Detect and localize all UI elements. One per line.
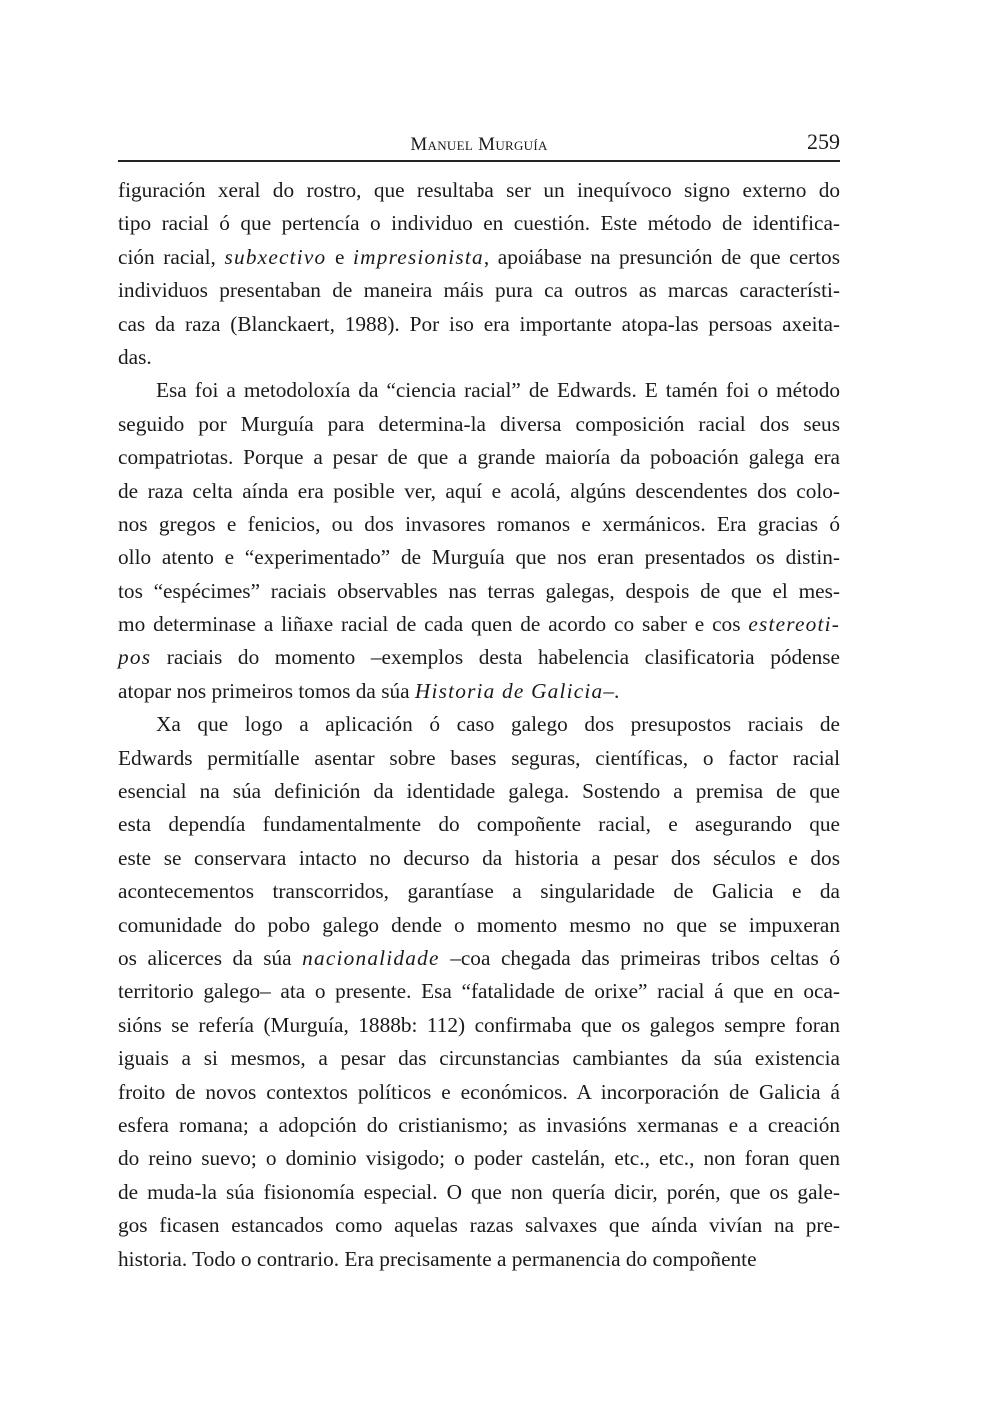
text-line bbox=[118, 207, 840, 240]
italic-text: nacionalidade bbox=[302, 945, 440, 970]
text-line bbox=[118, 441, 840, 474]
paragraph bbox=[118, 174, 840, 374]
running-header bbox=[118, 128, 840, 162]
text-run: os alicerces da súa bbox=[118, 945, 303, 970]
text-run: do reino suevo; o dominio visigodo; o poder castelán, etc., etc., non foran quen bbox=[118, 1146, 840, 1171]
text-run: mo determinase a liñaxe racial de cada quen de acordo co saber e cos bbox=[118, 612, 749, 637]
text-run: e bbox=[326, 244, 354, 269]
text-run: esencial na súa definición da identidade galega. Sostendo a premisa de que bbox=[118, 779, 840, 804]
text-run: de raza celta aínda era posible ver, aquí e acolá, algúns descendentes dos colo- bbox=[118, 478, 840, 503]
text-line bbox=[118, 1076, 840, 1109]
text-run: das. bbox=[118, 344, 152, 369]
text-line bbox=[118, 742, 840, 775]
text-run: Edwards permitíalle asentar sobre bases seguras, científicas, o factor racial bbox=[118, 745, 840, 770]
text-line bbox=[118, 775, 840, 808]
text-line bbox=[118, 842, 840, 875]
text-line bbox=[118, 341, 840, 374]
text-line bbox=[118, 975, 840, 1008]
text-run: iguais a si mesmos, a pesar das circunstancias cambiantes da súa existencia bbox=[118, 1046, 840, 1071]
text-line bbox=[118, 408, 840, 441]
text-line bbox=[118, 1009, 840, 1042]
paragraph bbox=[118, 708, 840, 1276]
text-run: ollo atento e “experimentado” de Murguía que nos eran presentados os distin- bbox=[118, 545, 840, 570]
text-run: nos gregos e fenicios, ou dos invasores romanos e xermánicos. Era gracias ó bbox=[118, 511, 840, 536]
italic-text: subxectivo bbox=[224, 244, 327, 269]
text-run: compatriotas. Porque a pesar de que a grande maioría da poboación galega era bbox=[118, 445, 840, 470]
text-line bbox=[118, 174, 840, 207]
text-run: tos “espécimes” raciais observables nas terras galegas, despois de que el mes- bbox=[118, 578, 840, 603]
text-line bbox=[118, 475, 840, 508]
text-line bbox=[118, 374, 840, 407]
text-run: sións se refería (Murguía, 1888b: 112) confirmaba que os galegos sempre foran bbox=[118, 1012, 840, 1037]
italic-text: Historia de Galicia bbox=[414, 678, 604, 703]
text-run: de muda-la súa fisionomía especial. O que non quería dicir, porén, que os gale- bbox=[118, 1179, 840, 1204]
text-line bbox=[118, 274, 840, 307]
text-line bbox=[118, 1142, 840, 1175]
text-run: raciais do momento –exemplos desta habelencia clasificatoria pódense bbox=[151, 645, 840, 670]
text-line bbox=[118, 641, 840, 674]
text-line bbox=[118, 241, 840, 274]
text-line bbox=[118, 942, 840, 975]
text-line bbox=[118, 875, 840, 908]
text-line bbox=[118, 1109, 840, 1142]
text-run: territorio galego– ata o presente. Esa “fatalidade de orixe” racial á que en oca- bbox=[118, 979, 840, 1004]
italic-text: pos bbox=[118, 645, 152, 670]
text-line bbox=[118, 1209, 840, 1242]
text-run: gos ficasen estancados como aquelas razas salvaxes que aínda vivían na pre- bbox=[118, 1213, 840, 1238]
text-run: seguido por Murguía para determina-la diversa composición racial dos seus bbox=[118, 411, 840, 436]
text-run: tipo racial ó que pertencía o individuo en cuestión. Este método de identifica- bbox=[118, 211, 840, 236]
text-line bbox=[118, 808, 840, 841]
text-line bbox=[118, 1176, 840, 1209]
text-run: cas da raza (Blanckaert, 1988). Por iso era importante atopa-las persoas axeita- bbox=[118, 311, 840, 336]
text-run: froito de novos contextos políticos e económicos. A incorporación de Galicia á bbox=[118, 1079, 840, 1104]
text-run: Esa foi a metodoloxía da “ciencia racial” de Edwards. E tamén foi o método bbox=[156, 378, 840, 403]
italic-text: impresionista bbox=[353, 244, 484, 269]
text-line bbox=[118, 575, 840, 608]
text-line bbox=[118, 508, 840, 541]
text-line bbox=[118, 1243, 840, 1276]
text-run: atopar nos primeiros tomos da súa bbox=[118, 678, 415, 703]
paragraph bbox=[118, 374, 840, 708]
text-run: este se conservara intacto no decurso da historia a pesar dos séculos e dos bbox=[118, 845, 840, 870]
text-run: ción racial, bbox=[118, 244, 225, 269]
italic-text: estereoti- bbox=[748, 612, 840, 637]
text-run: Xa que logo a aplicación ó caso galego dos presupostos raciais de bbox=[156, 712, 840, 737]
text-line bbox=[118, 1042, 840, 1075]
text-run: comunidade do pobo galego dende o momento mesmo no que se impuxeran bbox=[118, 912, 840, 937]
page-number: 259 bbox=[807, 129, 840, 154]
body-text bbox=[118, 174, 840, 1276]
text-line bbox=[118, 541, 840, 574]
text-line bbox=[118, 708, 840, 741]
text-line bbox=[118, 608, 840, 641]
text-run: acontecementos transcorridos, garantíase a singularidade de Galicia e da bbox=[118, 879, 840, 904]
text-line bbox=[118, 675, 840, 708]
text-run: , apoiábase na presunción de que certos bbox=[483, 244, 840, 269]
text-run: individuos presentaban de maneira máis pura ca outros as marcas característi- bbox=[118, 278, 840, 303]
text-run: –. bbox=[603, 678, 620, 703]
text-run: historia. Todo o contrario. Era precisamente a permanencia do compoñente bbox=[118, 1246, 757, 1271]
text-run: esfera romana; a adopción do cristianismo; as invasións xermanas e a creación bbox=[118, 1112, 840, 1137]
running-head-author: Manuel Murguía bbox=[410, 134, 548, 155]
text-line bbox=[118, 308, 840, 341]
text-run: –coa chegada das primeiras tribos celtas ó bbox=[439, 945, 840, 970]
text-run: figuración xeral do rostro, que resultaba ser un inequívoco signo externo do bbox=[118, 178, 840, 202]
text-line bbox=[118, 909, 840, 942]
text-run: esta dependía fundamentalmente do compoñente racial, e asegurando que bbox=[118, 812, 840, 837]
